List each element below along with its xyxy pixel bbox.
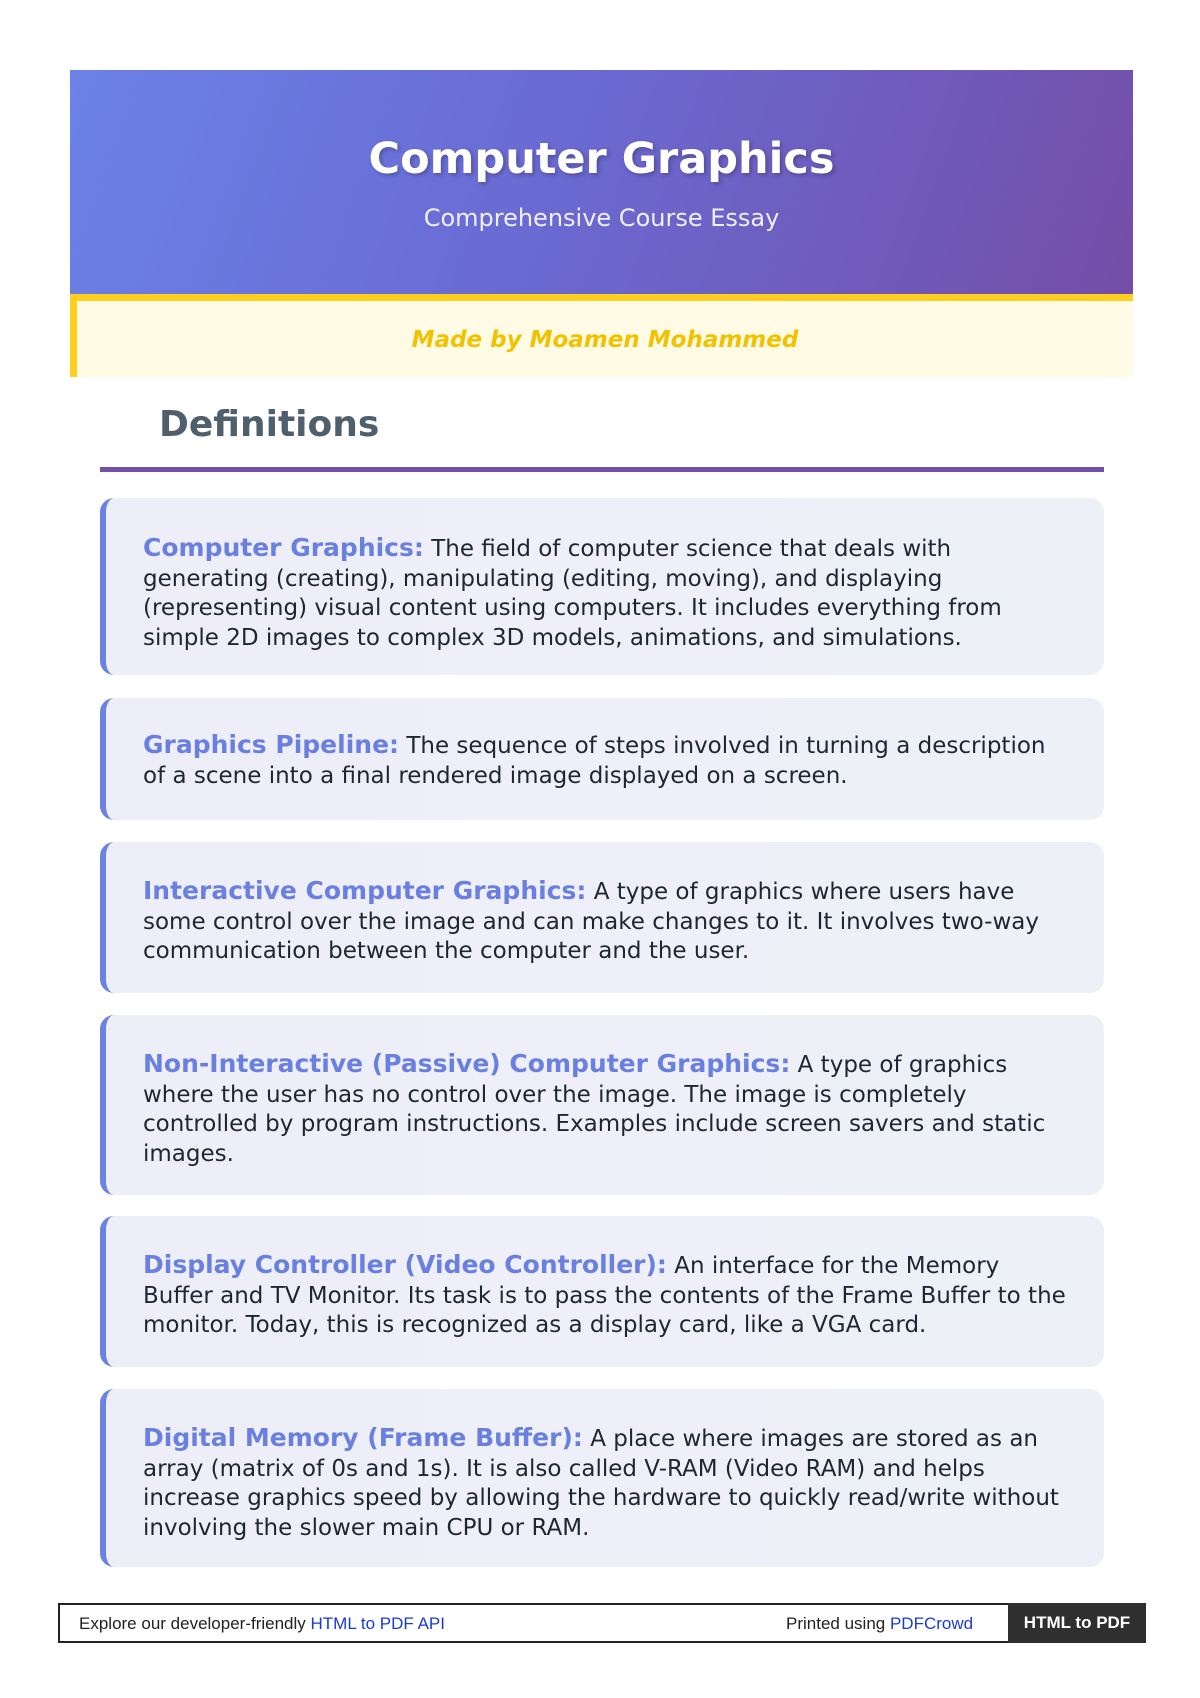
pdfcrowd-footer: [58, 1603, 1146, 1643]
document-title: Computer Graphics: [368, 134, 835, 184]
definition-text: [143, 1250, 1070, 1341]
definition-body: A place where images are stored as an array (matrix of 0s and 1s). It is also called V-RAM (Video RAM) and helps increase graphics speed by allowing the hardware to quickly read/write without involving the slower main CPU or RAM.: [143, 1426, 1059, 1541]
definition-text: [143, 876, 1070, 967]
definition-term: Computer Graphics:: [143, 533, 424, 562]
definition-body: The sequence of steps involved in turning a description of a scene into a final rendered image displayed on a screen.: [143, 733, 1046, 789]
pdfcrowd-link[interactable]: PDFCrowd: [889, 1614, 974, 1633]
definition-body: The field of computer science that deals with generating (creating), manipulating (editing, moving), and displaying (representing) visual content using computers. It includes everything from simple 2D images to complex 3D models, animations, and simulations.: [143, 536, 1002, 651]
definition-body: A type of graphics where users have some control over the image and can make changes to it. It involves two-way communication between the computer and the user.: [143, 879, 1039, 964]
definition-card-passive-graphics: [100, 1015, 1104, 1195]
definition-card-frame-buffer: [100, 1389, 1104, 1567]
definition-text: [143, 533, 1070, 653]
section-divider: [100, 467, 1104, 472]
definition-text: [143, 1423, 1070, 1543]
definition-text: [143, 1049, 1070, 1169]
definition-body: A type of graphics where the user has no control over the image. The image is completely controlled by program instructions. Examples include screen savers and static images.: [143, 1052, 1046, 1167]
definition-card-graphics-pipeline: [100, 698, 1104, 820]
author-credit: Made by Moamen Mohammed: [411, 327, 799, 353]
footer-left-text: Explore our developer-friendly: [79, 1614, 311, 1633]
definition-term: Graphics Pipeline:: [143, 730, 400, 759]
header-banner: [70, 70, 1133, 294]
html-to-pdf-badge[interactable]: HTML to PDF: [1008, 1603, 1146, 1643]
section-title-definitions: Definitions: [159, 404, 380, 445]
definition-card-interactive-graphics: [100, 842, 1104, 993]
author-credit-banner: [70, 294, 1133, 377]
definition-term: Non-Interactive (Passive) Computer Graphics:: [143, 1049, 791, 1078]
definition-term: Interactive Computer Graphics:: [143, 876, 587, 905]
html-to-pdf-api-link[interactable]: HTML to PDF API: [310, 1614, 445, 1633]
definition-body: An interface for the Memory Buffer and TV Monitor. Its task is to pass the contents of the Frame Buffer to the monitor. Today, this is recognized as a display card, like a VGA card.: [143, 1253, 1066, 1338]
definition-card-computer-graphics: [100, 498, 1104, 675]
definition-card-display-controller: [100, 1216, 1104, 1367]
definition-term: Digital Memory (Frame Buffer):: [143, 1423, 583, 1452]
definition-text: [143, 730, 1070, 791]
footer-left-note: [79, 1614, 445, 1634]
footer-right-note: [786, 1614, 973, 1634]
footer-right-text: Printed using: [786, 1614, 890, 1633]
document-subtitle: Comprehensive Course Essay: [423, 204, 780, 232]
definition-term: Display Controller (Video Controller):: [143, 1250, 667, 1279]
